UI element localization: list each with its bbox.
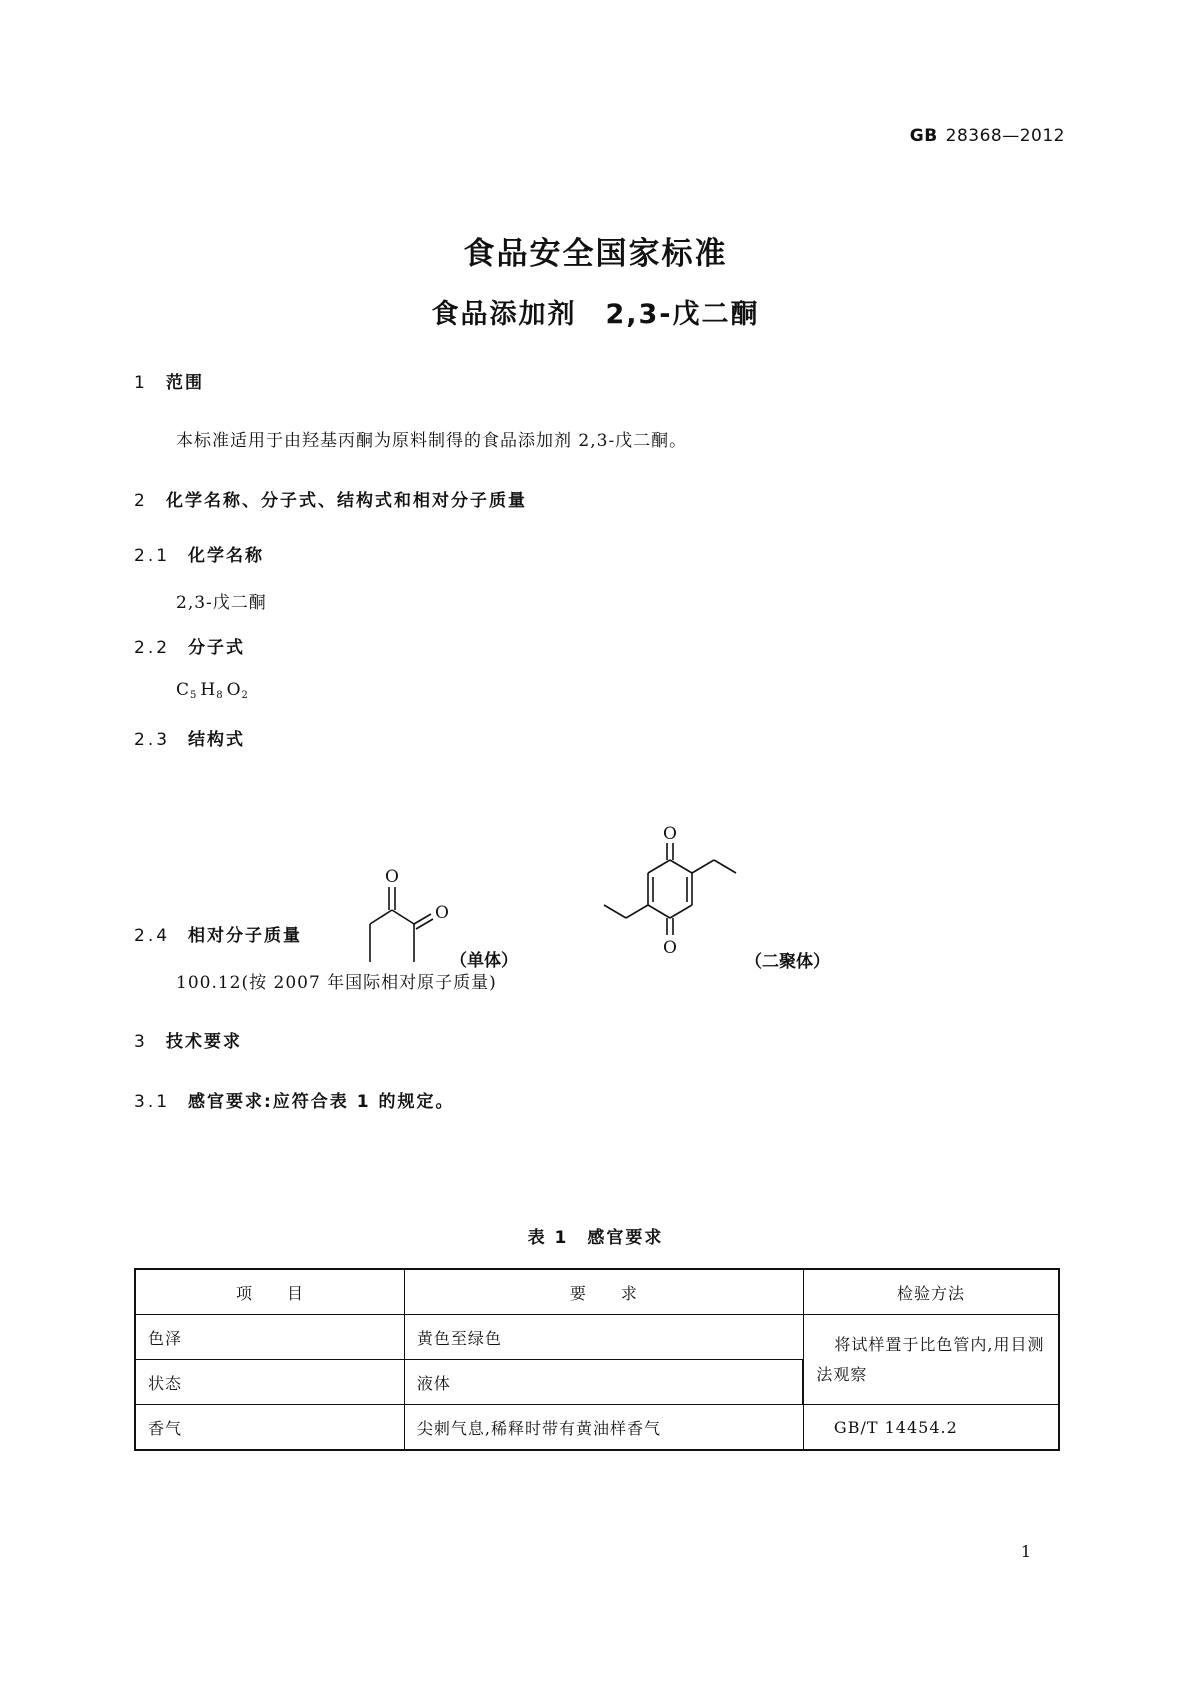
section-1-heading — [134, 368, 204, 393]
dimer-label: （二聚体） — [745, 952, 830, 972]
section-number: 3.1 — [134, 1092, 171, 1112]
method-text: 将试样置于比色管内,用目测法观察 — [816, 1334, 1045, 1384]
section-number: 2.3 — [134, 730, 171, 750]
chemical-name: 2,3-戊二酮 — [176, 593, 267, 613]
bond — [692, 860, 714, 873]
table-cell-requirement: 液体 — [404, 1360, 803, 1405]
section-title: 分子式 — [188, 638, 245, 658]
table-cell-item: 香气 — [135, 1405, 404, 1451]
formula-h: H — [200, 680, 217, 700]
table-cell-requirement: 黄色至绿色 — [404, 1315, 803, 1360]
table-cell-item: 色泽 — [135, 1315, 404, 1360]
table-cell-requirement: 尖刺气息,稀释时带有黄油样香气 — [404, 1405, 803, 1451]
atom-oxygen: O — [435, 903, 449, 923]
molecular-mass: 100.12(按 2007 年国际相对原子质量) — [176, 973, 497, 993]
monomer-structure — [340, 862, 540, 972]
section-number: 2.4 — [134, 926, 171, 946]
formula-o: O — [226, 680, 242, 700]
sensory-requirements-table — [134, 1268, 1060, 1451]
bond — [714, 860, 736, 873]
formula-h-count: 8 — [216, 690, 224, 701]
formula-c: C — [176, 680, 191, 700]
section-text: 感官要求:应符合表 1 的规定。 — [188, 1092, 455, 1112]
table-cell-method — [803, 1315, 1059, 1405]
table-row — [135, 1315, 1059, 1360]
standard-number: 28368—2012 — [945, 126, 1065, 146]
section-2-1-heading — [134, 541, 264, 566]
section-number: 2 — [134, 491, 147, 511]
table-cell-method: GB/T 14454.2 — [803, 1405, 1059, 1451]
bond — [670, 905, 692, 918]
section-title: 技术要求 — [166, 1032, 242, 1052]
section-2-3-heading — [134, 725, 245, 750]
formula-c-count: 5 — [190, 690, 198, 701]
atom-oxygen: O — [385, 867, 399, 887]
table-header-row — [135, 1269, 1059, 1315]
section-title: 结构式 — [188, 730, 245, 750]
molecular-formula — [176, 680, 252, 701]
table-row — [135, 1405, 1059, 1451]
section-2-4-heading — [134, 921, 302, 946]
dimer-structure — [580, 825, 840, 975]
monomer-label: （单体） — [450, 951, 518, 971]
section-2-heading — [134, 486, 527, 511]
scope-paragraph: 本标准适用于由羟基丙酮为原料制得的食品添加剂 2,3-戊二酮。 — [176, 431, 688, 451]
section-number: 2.2 — [134, 638, 171, 658]
atom-oxygen: O — [663, 825, 677, 844]
standard-prefix: GB — [909, 126, 938, 146]
bond — [392, 910, 414, 924]
document-title: 食品安全国家标准 — [463, 236, 728, 272]
page-number: 1 — [1020, 1542, 1031, 1561]
section-number: 2.1 — [134, 546, 171, 566]
section-3-1-heading — [134, 1087, 454, 1112]
table-header-cell: 要 求 — [404, 1269, 803, 1315]
atom-oxygen: O — [663, 938, 677, 958]
bond — [670, 860, 692, 873]
standard-code — [910, 126, 1065, 146]
table-header-cell: 项 目 — [135, 1269, 404, 1315]
section-title: 化学名称、分子式、结构式和相对分子质量 — [166, 491, 527, 511]
table-caption: 表 1 感官要求 — [527, 1228, 664, 1248]
formula-o-count: 2 — [241, 690, 249, 701]
section-number: 1 — [134, 373, 147, 393]
section-2-2-heading — [134, 633, 245, 658]
document-subtitle: 食品添加剂 2,3-戊二酮 — [431, 299, 760, 330]
table-cell-item: 状态 — [135, 1360, 404, 1405]
section-title: 相对分子质量 — [188, 926, 302, 946]
bond — [626, 905, 648, 918]
bond — [648, 905, 670, 918]
bond — [370, 910, 392, 924]
section-title: 范围 — [166, 373, 204, 393]
bond — [648, 860, 670, 873]
table-header-cell: 检验方法 — [803, 1269, 1059, 1315]
section-number: 3 — [134, 1032, 147, 1052]
section-title: 化学名称 — [188, 546, 264, 566]
section-3-heading — [134, 1027, 242, 1052]
bond — [604, 905, 626, 918]
